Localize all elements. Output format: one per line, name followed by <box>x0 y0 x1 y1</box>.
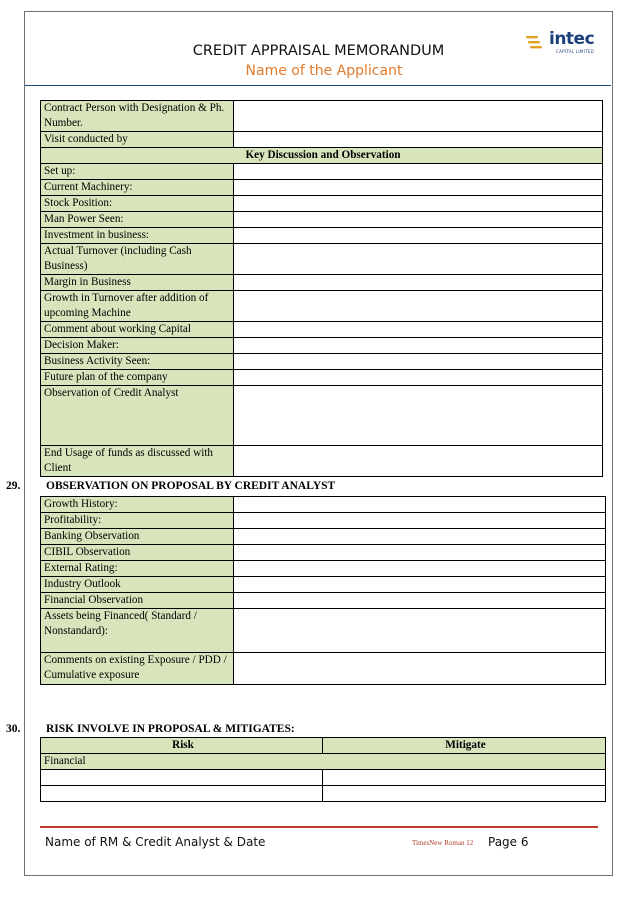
input-cell[interactable] <box>234 132 603 148</box>
table-label: Set up: <box>41 164 234 180</box>
section-number: 30. <box>6 723 21 735</box>
table-label: Growth History: <box>41 497 234 513</box>
table-label: Industry Outlook <box>41 577 234 593</box>
table-label: Comments on existing Exposure / PDD / Cumulative exposure <box>41 653 234 685</box>
table-label: Man Power Seen: <box>41 212 234 228</box>
table-label: Margin in Business <box>41 275 234 291</box>
visit-observation-table <box>40 100 603 477</box>
table-label: Profitability: <box>41 513 234 529</box>
table-label: Business Activity Seen: <box>41 354 234 370</box>
input-cell[interactable] <box>234 529 606 545</box>
logo-tagline: CAPITAL LIMITED <box>556 49 595 54</box>
risk-column-header: Risk <box>41 738 323 754</box>
mitigate-input-cell[interactable] <box>323 786 606 802</box>
risk-input-cell[interactable] <box>41 770 323 786</box>
table-label: Contract Person with Designation & Ph. Number. <box>41 101 234 132</box>
logo-wordmark: intec <box>549 29 595 49</box>
section-number: 29. <box>6 480 21 492</box>
input-cell[interactable] <box>234 354 603 370</box>
table-label: Comment about working Capital <box>41 322 234 338</box>
input-cell[interactable] <box>234 446 603 477</box>
table-label: End Usage of funds as discussed with Client <box>41 446 234 477</box>
table-label: CIBIL Observation <box>41 545 234 561</box>
header-divider <box>25 85 611 86</box>
applicant-name-placeholder: Name of the Applicant <box>245 63 403 79</box>
table-label: Current Machinery: <box>41 180 234 196</box>
table-label: Financial Observation <box>41 593 234 609</box>
footer-signature-label: Name of RM & Credit Analyst & Date <box>45 835 266 849</box>
table-label: Growth in Turnover after addition of upcoming Machine <box>41 291 234 322</box>
input-cell[interactable] <box>234 244 603 275</box>
input-cell[interactable] <box>234 228 603 244</box>
table-label: Investment in business: <box>41 228 234 244</box>
input-cell[interactable] <box>234 609 606 653</box>
input-cell[interactable] <box>234 653 606 685</box>
table-label: Decision Maker: <box>41 338 234 354</box>
table-label: Banking Observation <box>41 529 234 545</box>
mitigate-column-header: Mitigate <box>323 738 606 754</box>
page-number: Page 6 <box>488 835 529 849</box>
input-cell[interactable] <box>234 593 606 609</box>
section-title: RISK INVOLVE IN PROPOSAL & MITIGATES: <box>46 723 295 735</box>
input-cell[interactable] <box>234 101 603 132</box>
section-title: OBSERVATION ON PROPOSAL BY CREDIT ANALYST <box>46 480 336 492</box>
input-cell[interactable] <box>234 164 603 180</box>
credit-analyst-observation-table <box>40 496 606 685</box>
input-cell[interactable] <box>234 180 603 196</box>
footer-divider <box>40 826 598 828</box>
input-cell[interactable] <box>234 370 603 386</box>
input-cell[interactable] <box>234 497 606 513</box>
input-cell[interactable] <box>234 577 606 593</box>
table-label: Future plan of the company <box>41 370 234 386</box>
table-label: Assets being Financed( Standard / Nonstandard): <box>41 609 234 653</box>
input-cell[interactable] <box>234 386 603 446</box>
input-cell[interactable] <box>234 545 606 561</box>
table-label: Visit conducted by <box>41 132 234 148</box>
table-label: External Rating: <box>41 561 234 577</box>
risk-input-cell[interactable] <box>41 786 323 802</box>
input-cell[interactable] <box>234 513 606 529</box>
input-cell[interactable] <box>234 561 606 577</box>
input-cell[interactable] <box>234 196 603 212</box>
input-cell[interactable] <box>234 212 603 228</box>
risk-mitigation-table <box>40 737 606 802</box>
input-cell[interactable] <box>234 275 603 291</box>
footer-font-note: TimesNew Roman 12 <box>412 839 474 847</box>
document-title: CREDIT APPRAISAL MEMORANDUM <box>192 43 445 59</box>
input-cell[interactable] <box>234 338 603 354</box>
mitigate-input-cell[interactable] <box>323 770 606 786</box>
table-label: Observation of Credit Analyst <box>41 386 234 446</box>
table-label: Stock Position: <box>41 196 234 212</box>
key-discussion-heading: Key Discussion and Observation <box>41 148 603 164</box>
risk-category-row: Financial <box>41 754 606 770</box>
input-cell[interactable] <box>234 291 603 322</box>
table-label: Actual Turnover (including Cash Business) <box>41 244 234 275</box>
input-cell[interactable] <box>234 322 603 338</box>
